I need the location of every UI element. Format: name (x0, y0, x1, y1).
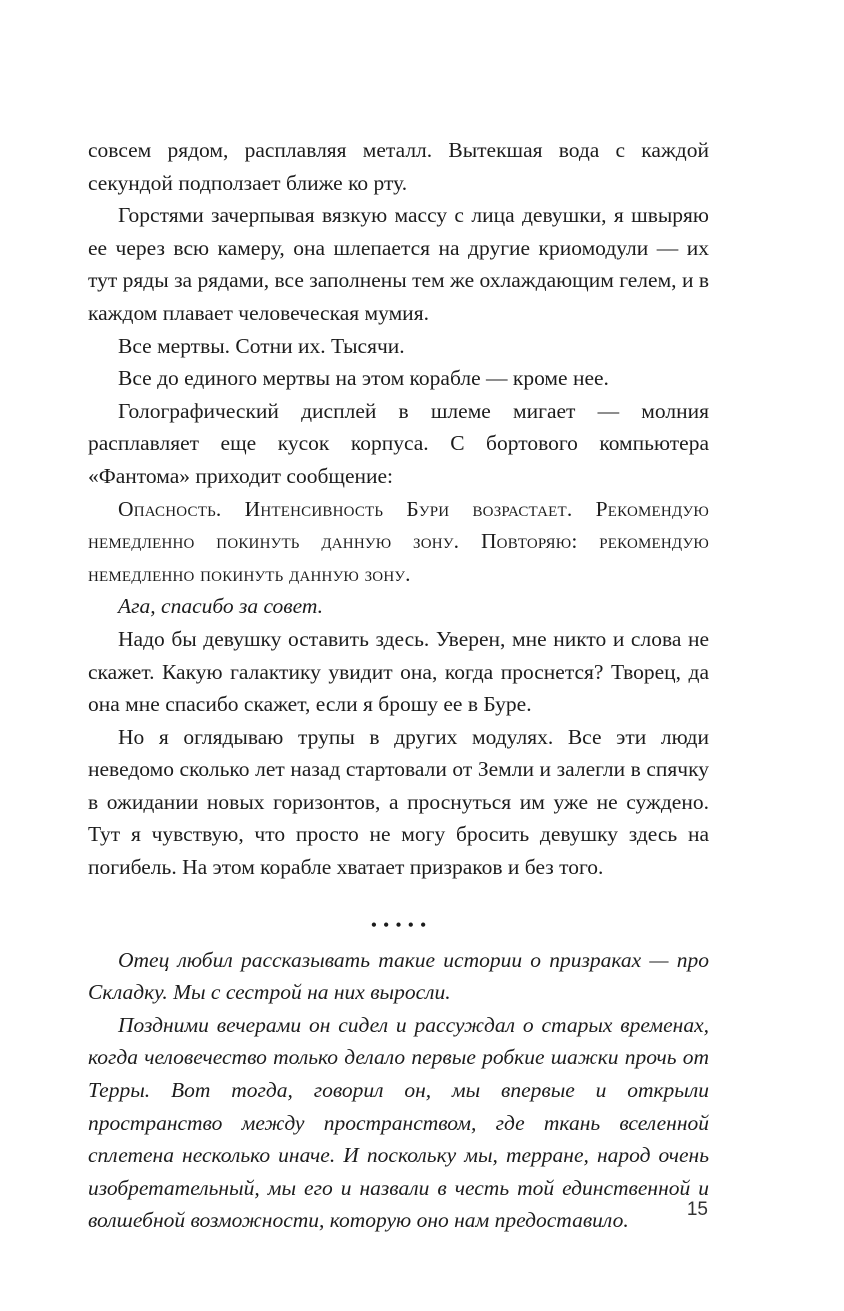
page-number: 15 (686, 1199, 708, 1220)
book-page-body (88, 134, 709, 1237)
computer-message-paragraph: Опасность. Интенсивность Бури возрастает. Рекомендую немедленно покинуть данную зону. Повторяю: рекомендую немедленно покинуть данную зону. (88, 496, 709, 586)
paragraph-1: совсем рядом, расплавляя металл. Вытекшая вода с каждой секундой подползает ближе ко рту. (88, 138, 709, 195)
italic-paragraph-2: Поздними вечерами он сидел и рассуждал о старых временах, когда человечество только делало первые робкие шажки прочь от Терры. Вот тогда, говорил он, мы впервые и открыли пространство между пространством, где ткань вселенной сплетена несколько иначе. И поскольку мы, терране, народ очень изобретательный, мы его и назвали в честь той единственной и волшебной возможности, которую оно нам предоставило. (88, 1012, 709, 1233)
paragraph-5: Голографический дисплей в шлеме мигает — молния расплавляет еще кусок корпуса. С бортового компьютера «Фантома» приходит сообщение: (88, 398, 709, 488)
paragraph-8: Надо бы девушку оставить здесь. Уверен, мне никто и слова не скажет. Какую галактику увидит она, когда проснется? Творец, да она мне спасибо скажет, если я брошу ее в Буре. (88, 626, 709, 717)
italic-thought-paragraph: Ага, спасибо за совет. (118, 594, 324, 619)
paragraph-3: Все мертвы. Сотни их. Тысячи. (118, 333, 405, 358)
italic-paragraph-1: Отец любил рассказывать такие истории о призраках — про Складку. Мы с сестрой на них выросли. (88, 947, 709, 1005)
paragraph-4: Все до единого мертвы на этом корабле — кроме нее. (118, 366, 609, 391)
paragraph-9: Но я оглядываю трупы в других модулях. Все эти люди неведомо сколько лет назад стартовали от Земли и залегли в спячку в ожидании новых горизонтов, а проснуться им уже не суждено. Тут я чувствую, что просто не могу бросить девушку здесь на погибель. На этом корабле хватает призраков и без того. (88, 724, 709, 880)
section-divider: ••••• (370, 914, 433, 935)
paragraph-2: Горстями зачерпывая вязкую массу с лица девушки, я швыряю ее через всю камеру, она шлепается на другие криомодули — их тут ряды за рядами, все заполнены тем же охлаждающим гелем, и в каждом плавает человеческая мумия. (88, 203, 709, 325)
